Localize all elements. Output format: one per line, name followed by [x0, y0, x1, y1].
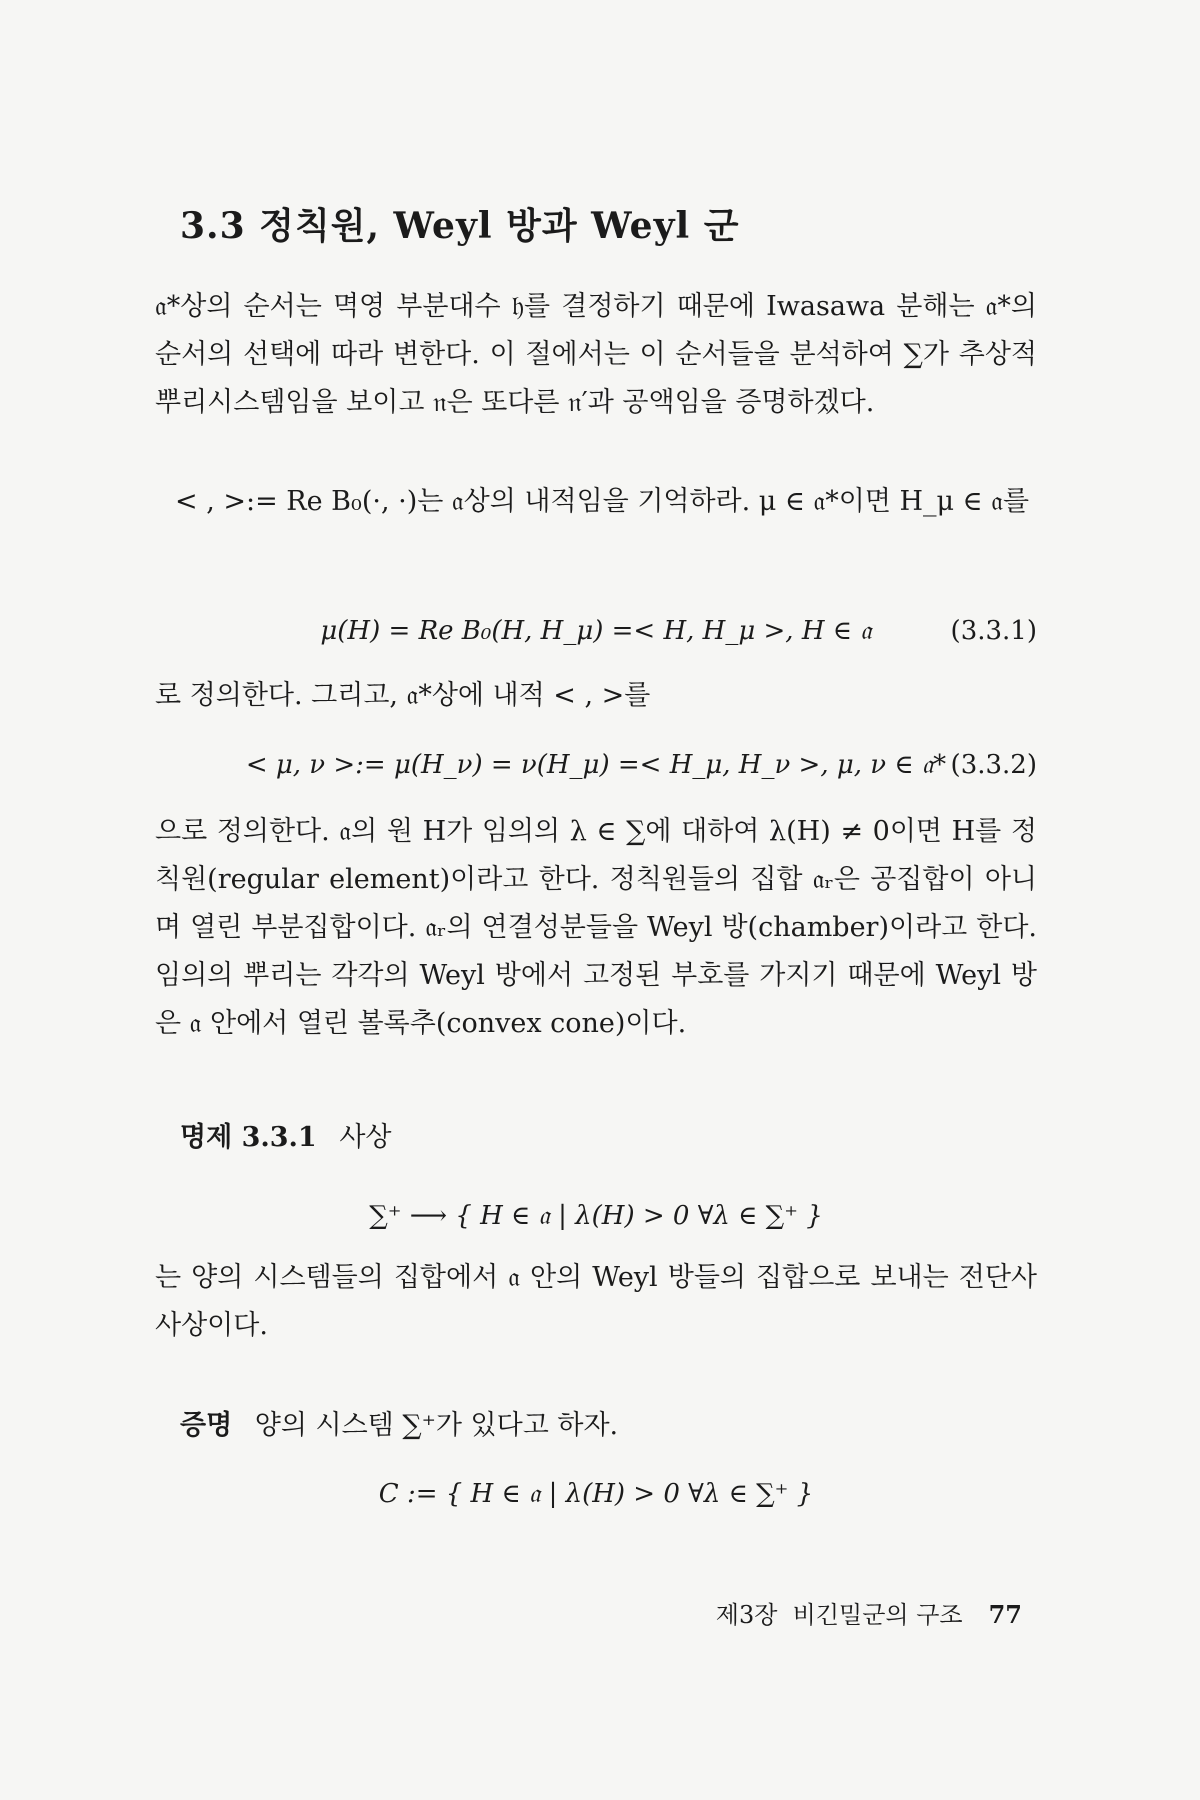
paragraph-1-block: [155, 283, 1037, 427]
equation-3-3-1: [155, 607, 1037, 655]
paragraph-5: 는 양의 시스템들의 집합에서 𝔞 안의 Weyl 방들의 집합으로 보내는 전단사사상이다.: [155, 1262, 1037, 1341]
equation-3-3-2-number: (3.3.2): [950, 750, 1037, 780]
proposition-label: 명제 3.3.1: [180, 1122, 317, 1153]
proof-label: 증명: [180, 1410, 233, 1441]
proof-header: [180, 1402, 1062, 1450]
chapter-title: 제3장 비긴밀군의 구조: [715, 1601, 963, 1629]
proof-text: 양의 시스템 ∑⁺가 있다고 하자.: [254, 1410, 619, 1441]
paragraph-2: < , >:= Re B₀(·, ·)는 𝔞상의 내적임을 기억하라. μ ∈ 𝔞*이면 H_μ ∈ 𝔞를: [175, 486, 1030, 517]
equation-3-3-2: [155, 741, 1037, 789]
proposition-text: 사상: [339, 1122, 392, 1153]
equation-3-3-1-number: (3.3.1): [950, 616, 1037, 646]
proposition-map: [155, 1192, 1037, 1240]
proposition-map-body: ∑⁺ ⟶ { H ∈ 𝔞 | λ(H) > 0 ∀λ ∈ ∑⁺ }: [369, 1201, 823, 1231]
section-heading: 3.3 정칙원, Weyl 방과 Weyl 군: [180, 205, 740, 247]
proposition-header: [180, 1114, 1062, 1162]
page-number: 77: [988, 1600, 1022, 1629]
equation-3-3-2-body: < μ, ν >:= μ(H_ν) = ν(H_μ) =< H_μ, H_ν >, μ, ν ∈ 𝔞*: [245, 750, 947, 780]
paragraph-5-block: [155, 1254, 1037, 1350]
proof-set-definition-body: C := { H ∈ 𝔞 | λ(H) > 0 ∀λ ∈ ∑⁺ }: [378, 1479, 814, 1509]
paragraph-3: 로 정의한다. 그리고, 𝔞*상에 내적 < , >를: [155, 680, 651, 711]
paragraph-3-block: [155, 672, 1037, 720]
equation-3-3-1-body: μ(H) = Re B₀(H, H_μ) =< H, H_μ >, H ∈ 𝔞: [320, 616, 872, 646]
paragraph-2-block: [155, 478, 1037, 526]
paragraph-1: 𝔞*상의 순서는 멱영 부분대수 𝔥를 결정하기 때문에 Iwasawa 분해는 𝔞*의 순서의 선택에 따라 변한다. 이 절에서는 이 순서들을 분석하여 ∑가 추상적 뿌리시스템임을 보이고 𝔫은 또다른 𝔫′과 공액임을 증명하겠다.: [155, 291, 1037, 418]
paragraph-4: 으로 정의한다. 𝔞의 원 H가 임의의 λ ∈ ∑에 대하여 λ(H) ≠ 0이면 H를 정칙원(regular element)이라고 한다. 정칙원들의 집합 𝔞ᵣ은 공집합이 아니며 열린 부분집합이다. 𝔞ᵣ의 연결성분들을 Weyl 방(chamber)이라고 한다. 임의의 뿌리는 각각의 Weyl 방에서 고정된 부호를 가지기 때문에 Weyl 방은 𝔞 안에서 열린 볼록추(convex cone)이다.: [155, 816, 1037, 1039]
paragraph-4-block: [155, 808, 1037, 1048]
page-footer: [685, 1567, 1022, 1658]
proof-set-definition: [155, 1470, 1037, 1518]
